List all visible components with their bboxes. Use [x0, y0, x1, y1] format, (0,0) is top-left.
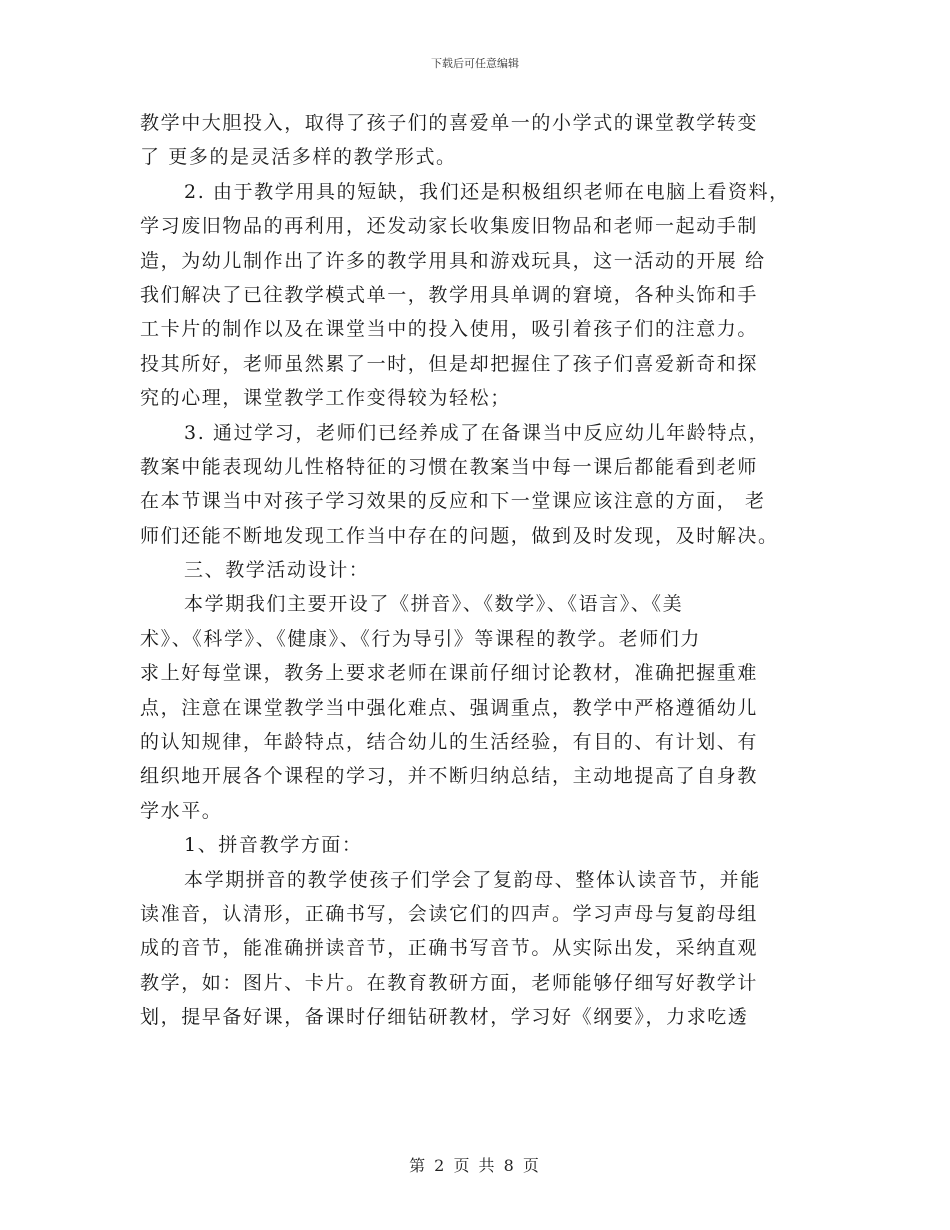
text-line: 读准音，认清形，正确书写，会读它们的四声。学习声母与复韵母组	[140, 902, 759, 925]
text-line: 组织地开展各个课程的学习，并不断归纳总结，主动地提高了自身教	[140, 765, 759, 788]
text-line: 工卡片的制作以及在课堂当中的投入使用，吸引着孩子们的注意力。	[140, 318, 759, 341]
text-line: 学水平。	[140, 799, 223, 822]
text-line: 教案中能表现幼儿性格特征的习惯在教案当中每一课后都能看到老师	[140, 455, 759, 478]
text-line: 学习废旧物品的再利用，还发动家长收集废旧物品和老师一起动手制	[140, 215, 759, 238]
text-line: 了 更多的是灵活多样的教学形式。	[140, 146, 457, 169]
text-line: 究的心理，课堂教学工作变得较为轻松；	[140, 387, 511, 410]
text-line: 教学，如：图片、卡片。在教育教研方面，老师能够仔细写好教学计	[140, 971, 759, 994]
text-line: 三、教学活动设计：	[184, 559, 370, 582]
page-number-footer: 第 2 页 共 8 页	[409, 1156, 541, 1175]
text-line: 本学期拼音的教学使孩子们学会了复韵母、整体认读音节，并能	[184, 868, 761, 891]
text-line: 本学期我们主要开设了《拼音》、《数学》、《语言》、《美	[184, 593, 684, 616]
text-line: 求上好每堂课，教务上要求老师在课前仔细讨论教材，准确把握重难	[140, 662, 759, 685]
page-header-note: 下载后可任意编辑	[431, 57, 519, 70]
text-line: 我们解决了已往教学模式单一，教学用具单调的窘境，各种头饰和手	[140, 283, 759, 306]
text-line: 的认知规律，年龄特点，结合幼儿的生活经验，有目的、有计划、有	[140, 731, 759, 754]
text-line: 划，提早备好课，备课时仔细钻研教材，学习好《纲要》，力求吃透	[140, 1006, 749, 1029]
text-line: 造，为幼儿制作出了许多的教学用具和游戏玩具，这一活动的开展 给	[140, 249, 766, 272]
text-line: 投其所好，老师虽然累了一时，但是却把握住了孩子们喜爱新奇和探	[140, 352, 759, 375]
text-line: 2. 由于教学用具的短缺，我们还是积极组织老师在电脑上看资料，	[184, 180, 790, 203]
text-line: 术》、《科学》、《健康》、《行为导引》等课程的教学。老师们力	[140, 627, 702, 650]
text-line: 教学中大胆投入，取得了孩子们的喜爱单一的小学式的课堂教学转变	[140, 112, 759, 134]
text-line: 成的音节，能准确拼读音节，正确书写音节。从实际出发，采纳直观	[140, 937, 759, 960]
document-body	[140, 106, 820, 1035]
text-line: 1、拼音教学方面：	[184, 834, 363, 857]
text-line: 师们还能不断地发现工作当中存在的问题，做到及时发现，及时解决。	[140, 524, 779, 547]
text-line: 在本节课当中对孩子学习效果的反应和下一堂课应该注意的方面， 老	[140, 490, 766, 513]
text-line: 3. 通过学习，老师们已经养成了在备课当中反应幼儿年龄特点，	[184, 421, 770, 444]
text-line: 点，注意在课堂教学当中强化难点、强调重点，教学中严格遵循幼儿	[140, 696, 759, 719]
